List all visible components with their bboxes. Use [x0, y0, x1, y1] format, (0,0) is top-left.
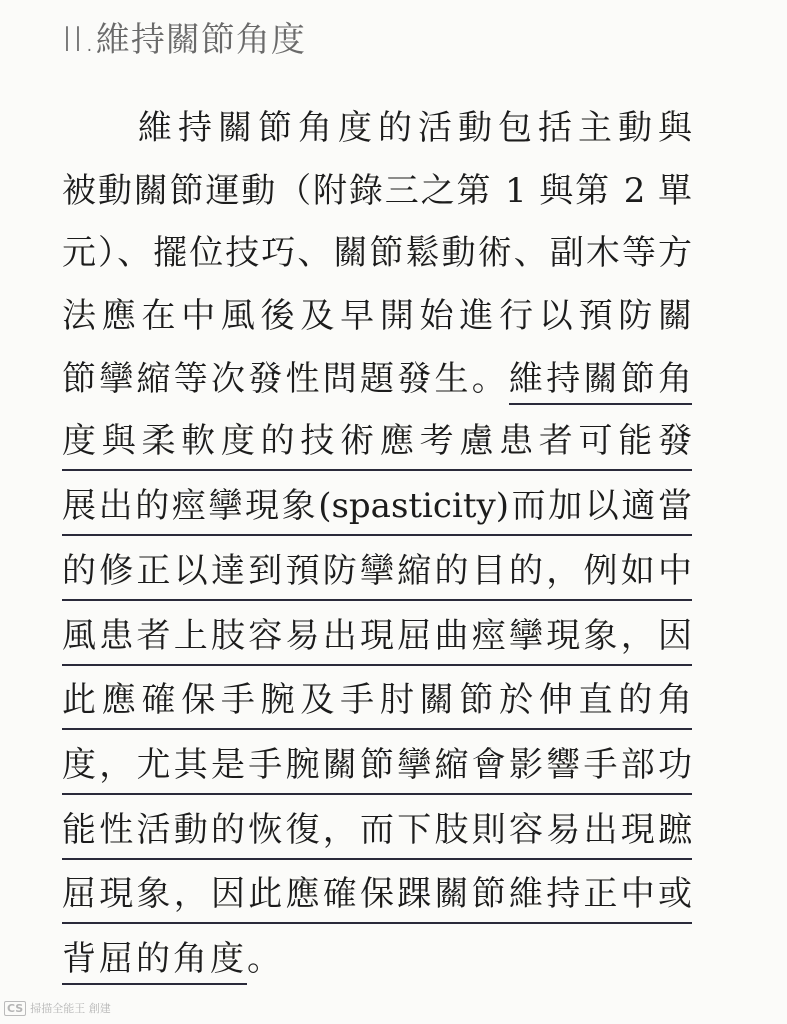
text-segment: 節攣縮等次發性問題發生。	[62, 358, 509, 399]
underlined-line: 能性活動的恢復，而下肢則容易出現蹠	[62, 802, 692, 860]
underlined-line: 風患者上肢容易出現屈曲痙攣現象，因	[62, 608, 692, 666]
text-line	[62, 351, 692, 414]
text-line: 維持關節角度的活動包括主動與	[138, 108, 692, 148]
underlined-line: 度，尤其是手腕關節攣縮會影響手部功	[62, 737, 692, 795]
underlined-line: 展出的痙攣現象(spasticity)而加以適當	[62, 478, 692, 536]
underlined-line: 的修正以達到預防攣縮的目的，例如中	[62, 543, 692, 601]
underlined-line: 屈現象，因此應確保踝關節維持正中或	[62, 866, 692, 924]
text-line	[62, 931, 692, 994]
scanner-watermark	[4, 1000, 111, 1016]
underlined-text: 維持關節角	[509, 359, 692, 405]
camscanner-logo-icon: CS	[4, 1001, 26, 1016]
watermark-text: 掃描全能王 創建	[30, 1002, 111, 1015]
text-line: 被動關節運動（附錄三之第 1 與第 2 單	[62, 170, 692, 211]
underlined-line: 此應確保手腕及手肘關節於伸直的角	[62, 672, 692, 730]
text-line: 元）、擺位技巧、關節鬆動術、副木等方	[62, 233, 692, 274]
text-segment: 。	[247, 938, 281, 979]
paragraph	[62, 100, 692, 994]
section-heading: II.維持關節角度	[62, 20, 306, 60]
text-line: 法應在中風後及早開始進行以預防關	[62, 296, 692, 337]
underlined-text: 背屈的角度	[62, 939, 247, 985]
underlined-line: 度與柔軟度的技術應考慮患者可能發	[62, 413, 692, 471]
